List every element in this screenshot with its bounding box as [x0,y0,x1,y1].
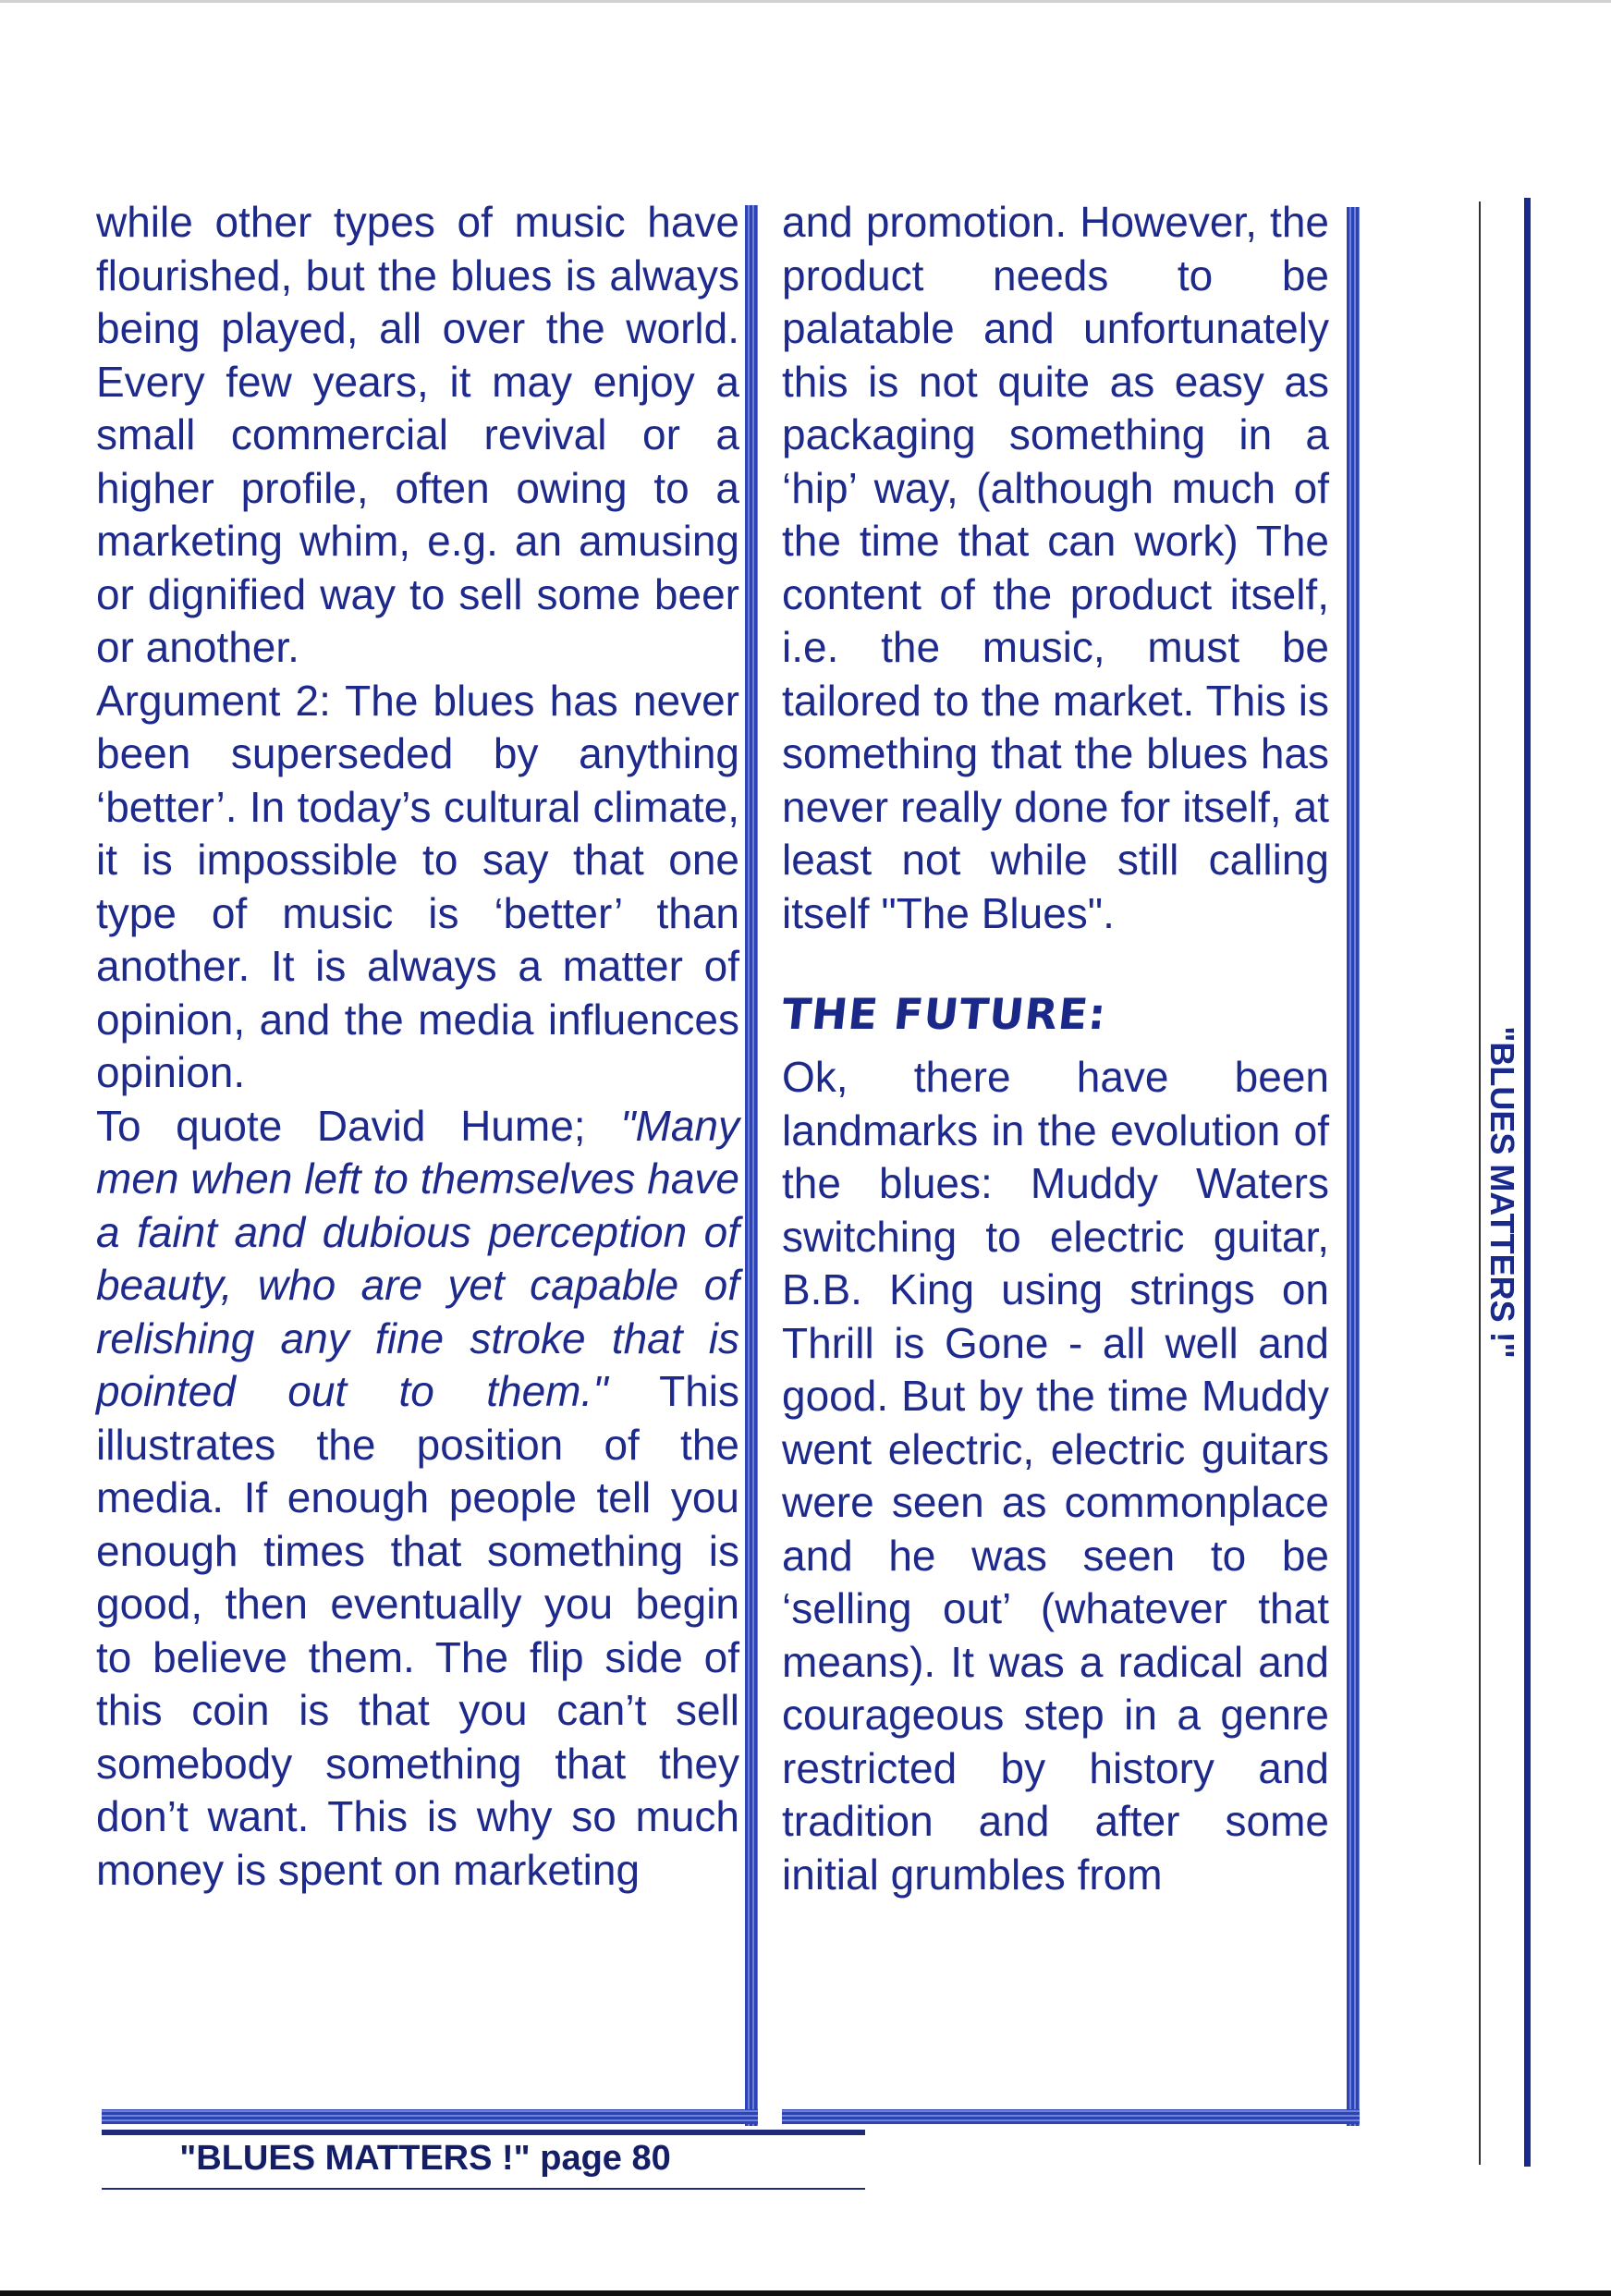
left-column [96,196,739,1897]
left-column-shadow-right [745,205,758,2126]
right-paragraph-2: Ok, there have been landmarks in the evolution of the blues: Muddy Waters switching to electric guitar, B.B. King using strings on Thrill is Gone - all well and good. But by the time Muddy went electric, electric guitars were seen as commonplace and he was seen to be ‘selling out’ (whatever that means). It was a radical and courageous step in a genre restricted by history and tradition and after some initial grumbles from [782,1053,1329,1899]
left-paragraph-3 [96,1100,739,1898]
side-magazine-title: "BLUES MATTERS !" [1483,1026,1521,1359]
footer-rule-top [102,2130,865,2135]
hume-lead: To quote David Hume; [96,1101,586,1150]
section-heading-future: THE FUTURE: [779,989,1109,1039]
side-rule-thick [1524,198,1531,2167]
hume-commentary: This illustrates the position of the media. If enough people tell you enough times that something is good, then eventually you begin to believe them. The flip side of this coin is that you can’t sell somebody something that they don’t want. This is why so much money is spent on marketing [96,1367,739,1894]
right-column-shadow-bottom [782,2109,1360,2124]
side-rule-thin [1479,202,1481,2165]
footer-rule-bottom [102,2188,865,2190]
left-paragraph-1: while other types of music have flourished, but the blues is always being played, all over the world. Every few years, it may enjoy a small commercial revival or a higher profile, often owing to a marketing whim, e.g. an amusing or dignified way to sell some beer or another. [96,198,739,671]
left-column-shadow-bottom [102,2109,758,2124]
hume-quote: "Many men when left to themselves have a faint and dubious perception of beauty, who are yet capable of relishing any fine stroke that is pointed out to them." [96,1101,739,1415]
page-bottom-edge [0,2290,1611,2296]
right-paragraph-1: and promotion. However, the product needs to be palatable and unfortunately this is not quite as easy as packaging something in a ‘hip’ way, (although much of the time that can work) The content of the product itself, i.e. the music, must be tailored to the market. This is something that the blues has never really done for itself, at least not while still calling itself "The Blues". [782,198,1329,937]
page-top-edge [0,0,1611,3]
right-column-shadow-right [1347,207,1360,2126]
footer-page-label: "BLUES MATTERS !" page 80 [179,2139,671,2178]
right-column [779,196,1329,1901]
left-paragraph-2: Argument 2: The blues has never been superseded by anything ‘better’. In today’s cultural climate, it is impossible to say that one type of music is ‘better’ than another. It is always a matter of opinion, and the media influences opinion. [96,676,739,1096]
